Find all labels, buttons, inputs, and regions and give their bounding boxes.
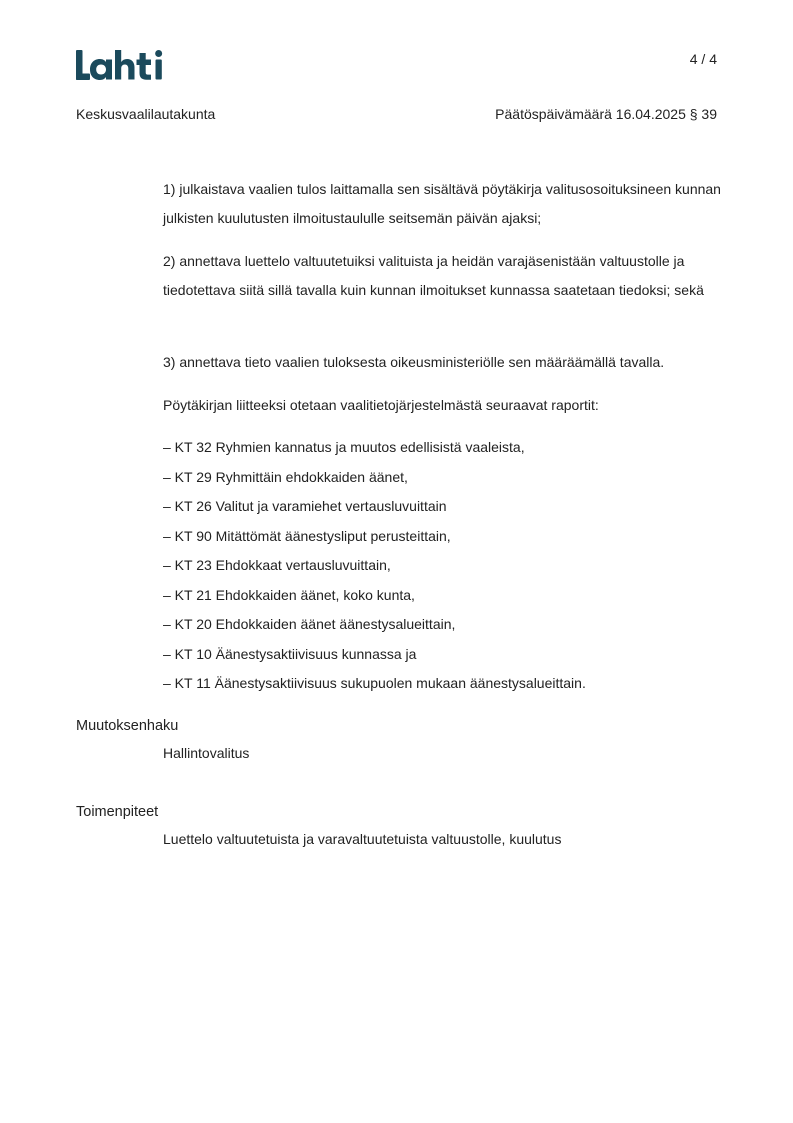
actions-heading: Toimenpiteet: [76, 804, 159, 820]
paragraph-1-block: [163, 175, 723, 233]
organization-name: Keskusvaalilautakunta: [76, 106, 216, 122]
list-item: – KT 90 Mitättömät äänestysliput perusteittain,: [163, 527, 451, 544]
paragraph: 3) annettava tieto vaalien tuloksesta oikeusministeriölle sen määräämällä tavalla.: [163, 354, 665, 370]
appeal-content: Hallintovalitus: [163, 745, 250, 761]
paragraph-3-block: [163, 348, 723, 377]
decision-date: Päätöspäivämäärä 16.04.2025 § 39: [495, 106, 717, 122]
report-list: [163, 433, 723, 699]
list-item: – KT 29 Ryhmittäin ehdokkaiden äänet,: [163, 468, 408, 485]
list-item: – KT 21 Ehdokkaiden äänet, koko kunta,: [163, 586, 415, 603]
list-item: – KT 20 Ehdokkaiden äänet äänestysalueittain,: [163, 616, 456, 632]
lahti-logo: [76, 48, 168, 82]
list-item: – KT 11 Äänestysaktiivisuus sukupuolen mukaan äänestysalueittain.: [163, 675, 586, 691]
list-item: – KT 26 Valitut ja varamiehet vertausluvuittain: [163, 498, 447, 514]
page-number: 4 / 4: [689, 51, 717, 67]
paragraph: 2) annettava luettelo valtuutetuiksi valituista ja heidän varajäsenistään valtuustolle ja tiedotettava siitä sillä tavalla kuin kunnan ilmoitukset kunnassa saatetaan tiedoksi; sekä: [163, 253, 704, 298]
list-item: – KT 23 Ehdokkaat vertausluvuittain,: [163, 557, 391, 573]
actions-content: Luettelo valtuutetuista ja varavaltuutetuista valtuustolle, kuulutus: [163, 831, 562, 847]
list-item: – KT 32 Ryhmien kannatus ja muutos edellisistä vaaleista,: [163, 439, 525, 455]
document-header: [76, 106, 717, 122]
appeal-heading: Muutoksenhaku: [76, 718, 179, 734]
paragraph: 1) julkaistava vaalien tulos laittamalla sen sisältävä pöytäkirja valitusosoituksineen kunnan julkisten kuulutusten ilmoitustaululle seitsemän päivän ajaksi;: [163, 181, 721, 226]
list-item: – KT 10 Äänestysaktiivisuus kunnassa ja: [163, 645, 417, 662]
paragraph: Pöytäkirjan liitteeksi otetaan vaalitietojärjestelmästä seuraavat raportit:: [163, 397, 599, 413]
paragraph-2-block: [163, 247, 723, 305]
paragraph-4-block: [163, 391, 723, 420]
